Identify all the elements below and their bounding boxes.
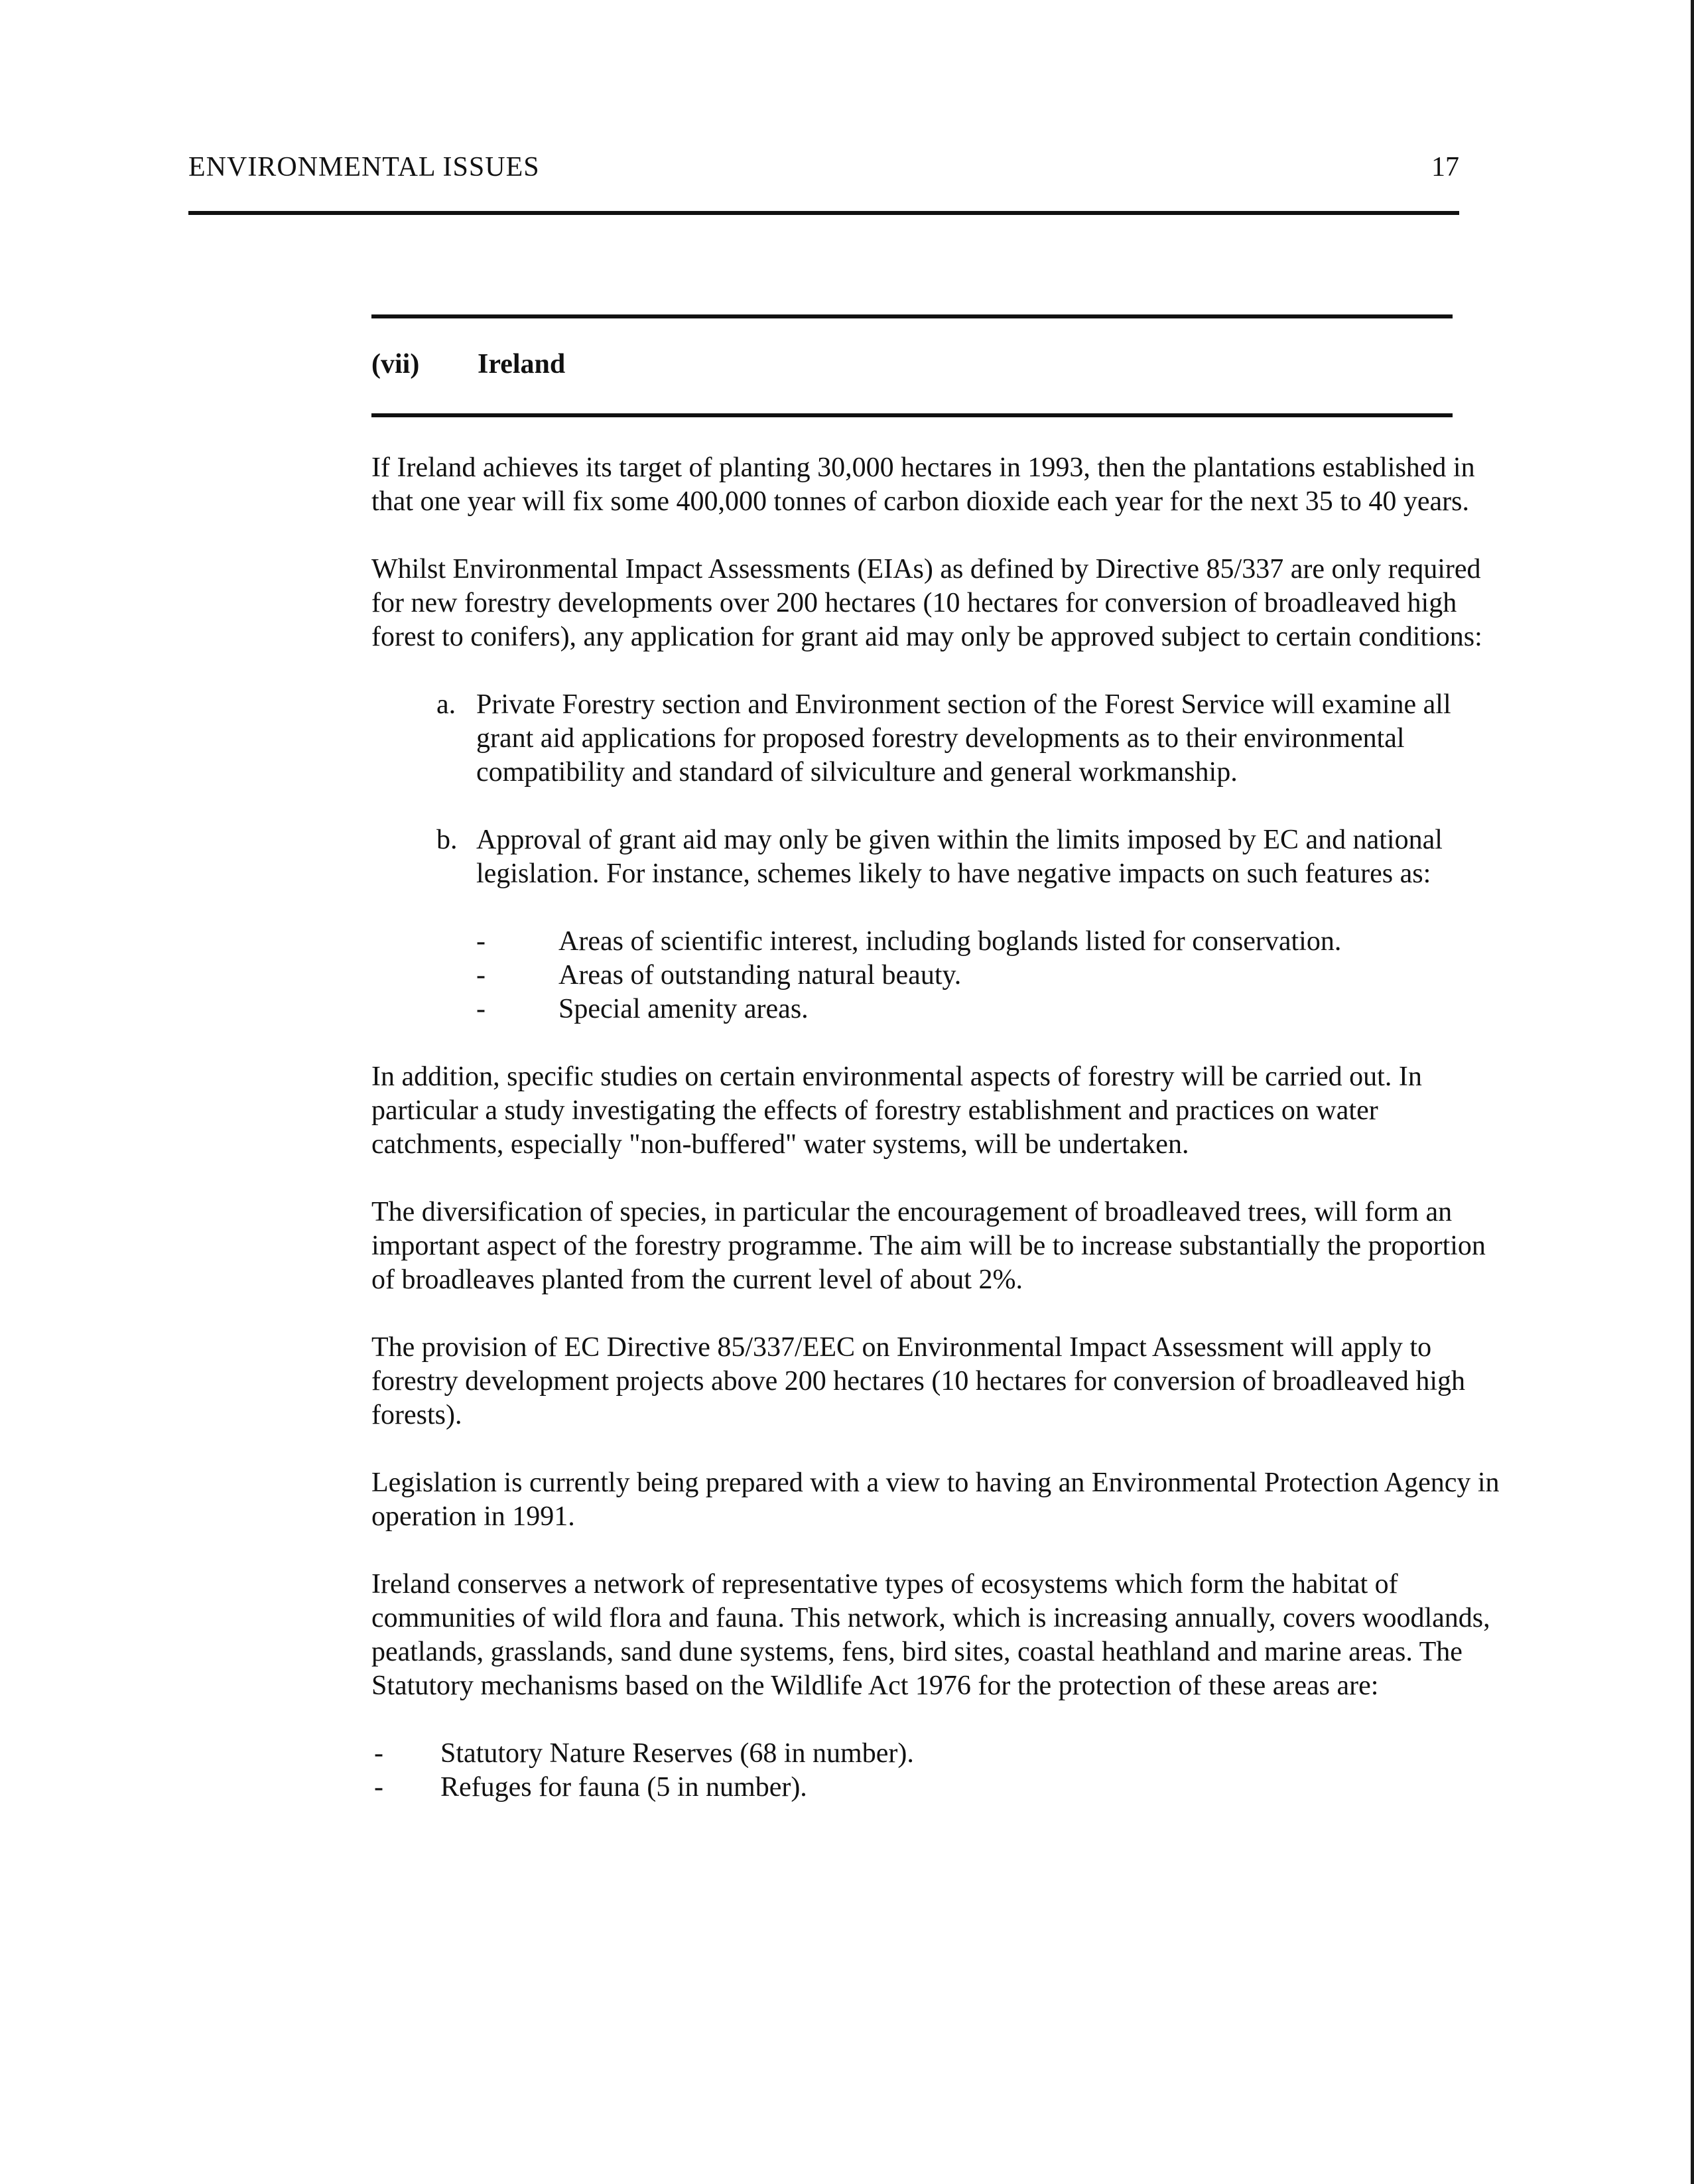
section-top-rule: [371, 314, 1453, 318]
list-item: [371, 992, 1512, 1026]
list-item: [371, 688, 1512, 789]
running-title: ENVIRONMENTAL ISSUES: [188, 152, 540, 182]
list-item-text: Refuges for fauna (5 in number).: [440, 1772, 807, 1803]
list-item: [371, 925, 1512, 959]
page-header: [188, 147, 1459, 187]
list-item: [371, 959, 1512, 992]
list-marker: b.: [436, 825, 458, 855]
paragraph: If Ireland achieves its target of planting 30,000 hectares in 1993, then the plantations established in that one year will fix some 400,000 tonnes of carbon dioxide each year for the next 35 to 40 years.: [371, 452, 1475, 517]
section-bottom-rule: [371, 413, 1453, 417]
mechanisms-list: [371, 1737, 1512, 1805]
section-title: Ireland: [478, 349, 566, 379]
list-marker: -: [476, 994, 486, 1024]
paragraph: Legislation is currently being prepared with a view to having an Environmental Protection Agency in operation in 1991.: [371, 1467, 1500, 1532]
list-marker: -: [374, 1772, 383, 1803]
list-item-text: Special amenity areas.: [558, 994, 809, 1024]
list-marker: -: [374, 1738, 383, 1769]
section-heading: [371, 348, 565, 380]
body-text: [371, 451, 1512, 1838]
paragraph: Ireland conserves a network of representative types of ecosystems which form the habitat of communities of wild flora and fauna. This network, which is increasing annually, covers woodlands, peatlands, grasslands, sand dune systems, fens, bird sites, coastal heathland and marine areas. The Statutory mechanisms based on the Wildlife Act 1976 for the protection of these areas are:: [371, 1569, 1490, 1701]
list-item-text: Areas of outstanding natural beauty.: [558, 960, 962, 990]
conditions-list: [371, 688, 1512, 891]
list-item-text: Private Forestry section and Environment section of the Forest Service will examine all grant aid applications for proposed forestry developments as to their environmental compatibility and standard of silviculture and general workmanship.: [476, 689, 1451, 787]
list-item: [371, 1737, 1512, 1771]
paragraph: In addition, specific studies on certain environmental aspects of forestry will be carried out. In particular a study investigating the effects of forestry establishment and practices on water catchments, especially "non-buffered" water systems, will be undertaken.: [371, 1061, 1422, 1160]
paragraph: Whilst Environmental Impact Assessments (EIAs) as defined by Directive 85/337 are only required for new forestry developments over 200 hectares (10 hectares for conversion of broadleaved high forest to conifers), any application for grant aid may only be approved subject to certain conditions:: [371, 554, 1482, 652]
list-marker: -: [476, 960, 486, 990]
page-number: 17: [1431, 152, 1459, 182]
list-marker: -: [476, 926, 486, 957]
paragraph: The provision of EC Directive 85/337/EEC on Environmental Impact Assessment will apply to forestry development projects above 200 hectares (10 hectares for conversion of broadleaved high forests).: [371, 1332, 1466, 1430]
page-edge: [1691, 0, 1694, 2184]
list-item-text: Approval of grant aid may only be given within the limits imposed by EC and national legislation. For instance, schemes likely to have negative impacts on such features as:: [476, 825, 1443, 889]
list-item-text: Statutory Nature Reserves (68 in number).: [440, 1738, 914, 1769]
list-item: [371, 823, 1512, 891]
header-rule: [188, 211, 1459, 215]
list-marker: a.: [436, 689, 456, 720]
section-number: (vii): [371, 349, 420, 379]
list-item: [371, 1771, 1512, 1805]
features-list: [371, 925, 1512, 1026]
paragraph: The diversification of species, in particular the encouragement of broadleaved trees, will form an important aspect of the forestry programme. The aim will be to increase substantially the proportion of broadleaves planted from the current level of about 2%.: [371, 1197, 1486, 1295]
list-item-text: Areas of scientific interest, including boglands listed for conservation.: [558, 926, 1342, 957]
